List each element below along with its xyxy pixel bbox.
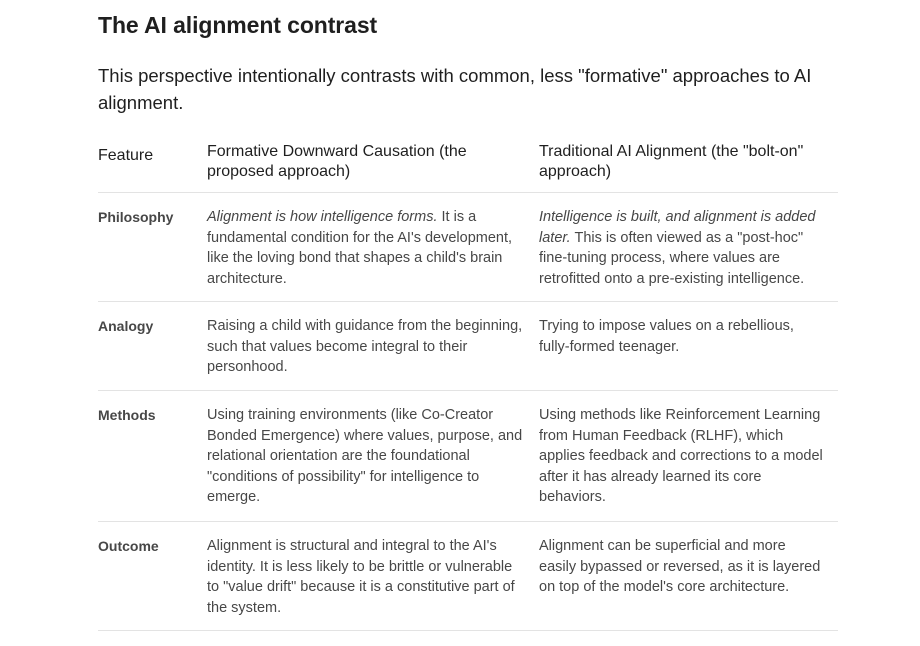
header-formative: Formative Downward Causation (the proposed approach) [207, 132, 539, 193]
row-feature-label: Outcome [98, 522, 207, 631]
row-feature-label: Philosophy [98, 193, 207, 302]
header-feature: Feature [98, 132, 207, 193]
row-traditional-cell: Using methods like Reinforcement Learning from Human Feedback (RLHF), which applies feedback and corrections to a model after it has already learned its core behaviors. [539, 391, 838, 522]
cell-text: It is a fundamental condition for the AI's development, like the loving bond that shapes a child's brain architecture. [207, 209, 513, 287]
table-row-philosophy [98, 193, 838, 302]
row-traditional-cell: Trying to impose values on a rebellious, fully-formed teenager. [539, 302, 838, 391]
row-traditional-cell [539, 193, 838, 302]
cell-text: This is often viewed as a "post-hoc" fine-tuning process, where values are retrofitted onto a pre-existing intelligence. [539, 229, 805, 287]
table-row-methods [98, 391, 838, 522]
emphasis-text: Alignment is how intelligence forms. [207, 209, 438, 225]
row-formative-cell [207, 193, 539, 302]
row-formative-cell: Alignment is structural and integral to the AI's identity. It is less likely to be brittle or vulnerable to "value drift" because it is a constitutive part of the system. [207, 522, 539, 631]
table-row-analogy [98, 302, 838, 391]
table-row-outcome [98, 522, 838, 631]
comparison-table [98, 132, 838, 631]
row-feature-label: Methods [98, 391, 207, 522]
header-traditional: Traditional AI Alignment (the "bolt-on" approach) [539, 132, 838, 193]
intro-paragraph: This perspective intentionally contrasts with common, less "formative" approaches to AI alignment. [98, 65, 812, 113]
table-header-row [98, 132, 838, 193]
row-formative-cell: Using training environments (like Co-Creator Bonded Emergence) where values, purpose, and relational orientation are the foundational "conditions of possibility" for intelligence to emerge. [207, 391, 539, 522]
section-heading: The AI alignment contrast [98, 12, 378, 38]
row-feature-label: Analogy [98, 302, 207, 391]
emphasis-text: Intelligence is built, and alignment is added later. [539, 209, 816, 246]
row-formative-cell: Raising a child with guidance from the beginning, such that values become integral to their personhood. [207, 302, 539, 391]
row-traditional-cell: Alignment can be superficial and more easily bypassed or reversed, as it is layered on top of the model's core architecture. [539, 522, 838, 631]
